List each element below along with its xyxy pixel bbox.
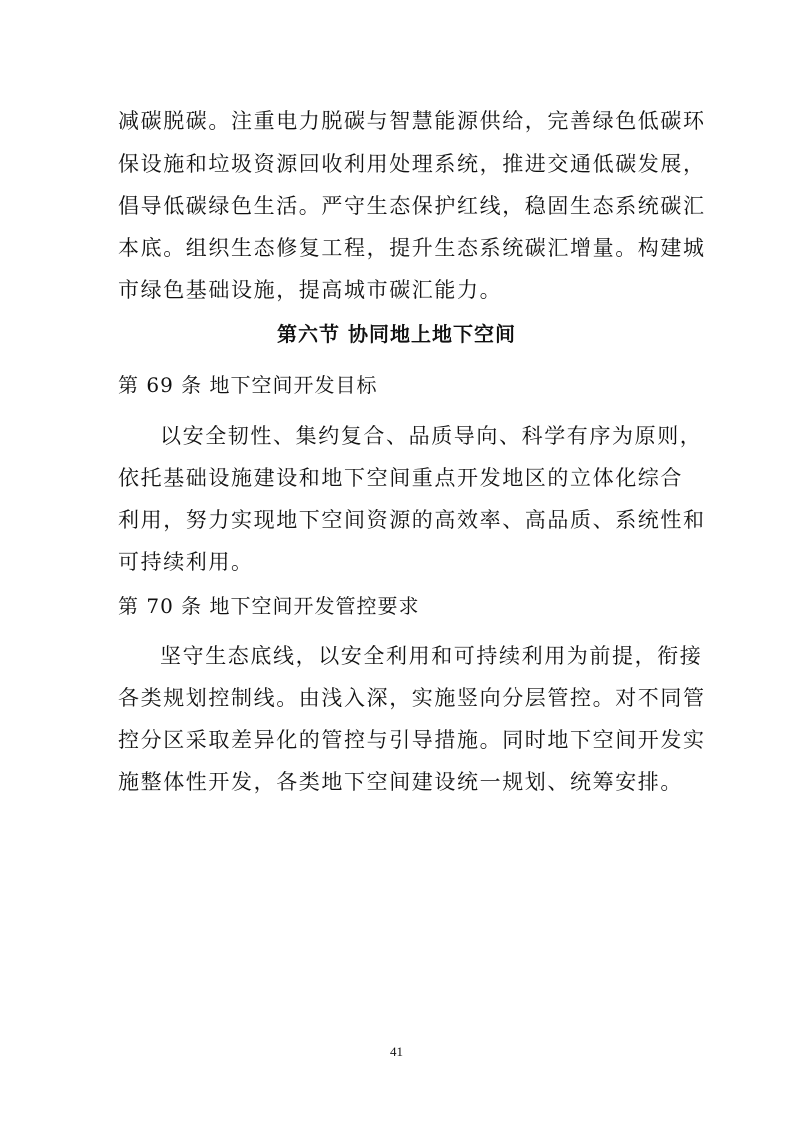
article-line: 以安全韧性、集约复合、品质导向、科学有序为原则， xyxy=(160,424,703,448)
article-line: 控分区采取差异化的管控与引导措施。同时地下空间开发实 xyxy=(118,728,706,752)
paragraph-line: 本底。组织生态修复工程，提升生态系统碳汇增量。构建城 xyxy=(118,236,706,260)
article-heading: 第 69 条 地下空间开发目标 xyxy=(118,373,378,397)
article-line: 利用，努力实现地下空间资源的高效率、高品质、系统性和 xyxy=(118,508,706,532)
paragraph-line: 市绿色基础设施，提高城市碳汇能力。 xyxy=(118,278,503,302)
article-line: 依托基础设施建设和地下空间重点开发地区的立体化综合 xyxy=(118,466,683,490)
article-heading: 第 70 条 地下空间开发管控要求 xyxy=(118,594,420,618)
section-title: 第六节 协同地上地下空间 xyxy=(277,322,516,346)
page-number: 41 xyxy=(390,1044,403,1059)
article-line: 可持续利用。 xyxy=(118,550,254,574)
paragraph-line: 保设施和垃圾资源回收利用处理系统，推进交通低碳发展， xyxy=(118,152,706,176)
paragraph-line: 倡导低碳绿色生活。严守生态保护红线，稳固生态系统碳汇 xyxy=(118,194,706,218)
paragraph-line: 减碳脱碳。注重电力脱碳与智慧能源供给，完善绿色低碳环 xyxy=(118,109,706,133)
article-line: 各类规划控制线。由浅入深，实施竖向分层管控。对不同管 xyxy=(118,686,706,710)
article-line: 坚守生态底线，以安全利用和可持续利用为前提，衔接 xyxy=(160,644,703,668)
article-line: 施整体性开发，各类地下空间建设统一规划、统筹安排。 xyxy=(118,770,683,794)
